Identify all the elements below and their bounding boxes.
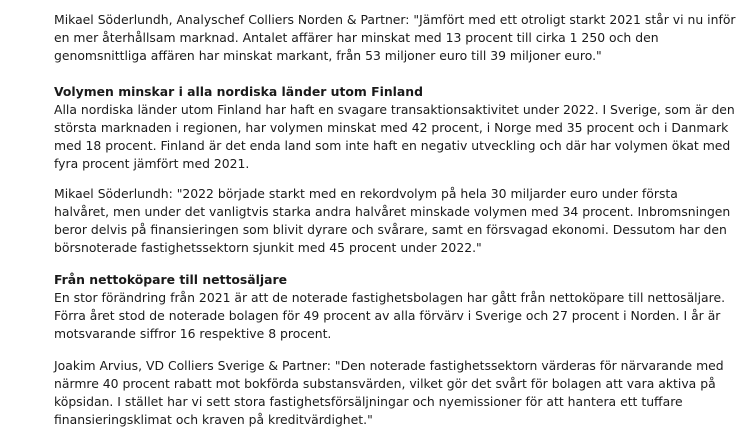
text-line: fyra procent jämfört med 2021. xyxy=(54,156,250,171)
quote-paragraph-3 xyxy=(54,357,746,429)
text-line: Alla nordiska länder utom Finland har haft en svagare transaktionsaktivitet under 2022. I Sverige, som är den xyxy=(54,102,735,117)
text-line: Mikael Söderlundh, Analyschef Colliers Norden & Partner: "Jämfört med ett otroligt starkt 2021 står vi nu inför xyxy=(54,12,736,27)
text-line: Mikael Söderlundh: "2022 började starkt med en rekordvolym på hela 30 miljarder euro under första xyxy=(54,186,678,201)
heading-text: Från nettoköpare till nettosäljare xyxy=(54,272,288,287)
text-line: närmre 40 procent rabatt mot bokförda substansvärden, vilket gör det svårt för bolagen att vara aktiva på xyxy=(54,376,716,391)
text-line: halvåret, men under det vanligtvis starka andra halvåret minskade volymen med 34 procent. Inbromsningen xyxy=(54,204,731,219)
quote-paragraph-2 xyxy=(54,185,746,257)
text-line: finansieringsklimat och kraven på kreditvärdighet." xyxy=(54,412,373,427)
heading-text: Volymen minskar i alla nordiska länder utom Finland xyxy=(54,84,423,99)
text-line: största marknaden i regionen, har volymen minskat med 42 procent, i Norge med 35 procent och i Danmark xyxy=(54,120,729,135)
paragraph-volume xyxy=(54,101,746,173)
text-line: en mer återhållsam marknad. Antalet affärer har minskat med 13 procent till cirka 1 250 och den xyxy=(54,30,659,45)
text-line: Förra året stod de noterade bolagen för 49 procent av alla förvärv i Sverige och 27 procent i Norden. I år är xyxy=(54,308,721,323)
text-line: med 18 procent. Finland är det enda land som inte haft en negativ utveckling och där har volymen ökat med xyxy=(54,138,731,153)
text-line: köpsidan. I stället har vi sett stora fastighetsförsäljningar och nyemissioner för att hantera ett tuffare xyxy=(54,394,683,409)
section-heading-net-sellers xyxy=(54,271,746,289)
text-line: beror delvis på finansieringen som blivit dyrare och svårare, samt en försvagad ekonomi. Dessutom har den xyxy=(54,222,727,237)
section-heading-volume xyxy=(54,83,746,101)
quote-paragraph-1 xyxy=(54,11,746,65)
text-line: motsvarande siffror 16 respektive 8 procent. xyxy=(54,326,332,341)
paragraph-net-sellers xyxy=(54,289,746,343)
text-line: Joakim Arvius, VD Colliers Sverige & Partner: "Den noterade fastighetssektorn värderas för närvarande med xyxy=(54,358,724,373)
text-line: börsnoterade fastighetssektorn sjunkit med 45 procent under 2022." xyxy=(54,240,482,255)
text-line: En stor förändring från 2021 är att de noterade fastighetsbolagen har gått från nettoköpare till nettosäljare. xyxy=(54,290,726,305)
text-line: genomsnittliga affären har minskat markant, från 53 miljoner euro till 39 miljoner euro." xyxy=(54,48,602,63)
